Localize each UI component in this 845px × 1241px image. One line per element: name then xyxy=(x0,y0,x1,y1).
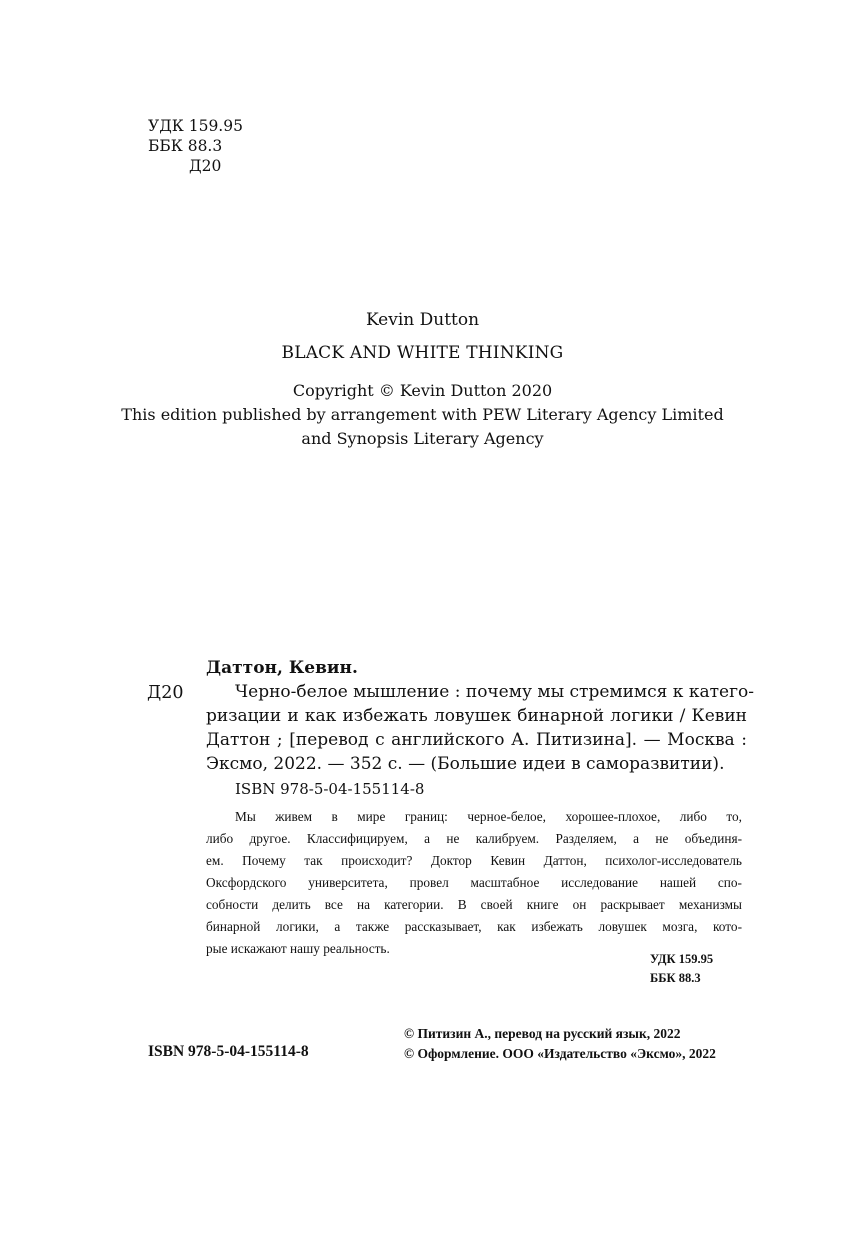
original-copyright xyxy=(0,379,845,451)
abstract-line: Оксфордского университета, провел масштабное исследование нашей спо- xyxy=(206,875,742,890)
udk-code: УДК 159.95 xyxy=(650,952,714,966)
copyright-line: and Synopsis Literary Agency xyxy=(301,429,544,448)
copyright-line: This edition published by arrangement with PEW Literary Agency Limited xyxy=(121,405,724,424)
classification-footer xyxy=(650,950,713,988)
russian-copyright xyxy=(404,1024,716,1064)
description-line: ризации и как избежать ловушек бинарной логики / Кевин xyxy=(206,706,747,726)
bibliographic-author: Даттон, Кевин. xyxy=(206,658,358,678)
description-line: Черно-белое мышление : почему мы стремимся к катего- xyxy=(235,682,754,702)
abstract-line: собности делить все на категории. В своей книге он раскрывает механизмы xyxy=(206,897,742,912)
copyright-design: © Оформление. ООО «Издательство «Эксмо», 2022 xyxy=(404,1046,716,1061)
bbk-code: ББК 88.3 xyxy=(148,137,223,155)
description-line: Даттон ; [перевод с английского А. Питизина]. — Москва : xyxy=(206,730,747,750)
bbk-code: ББК 88.3 xyxy=(650,971,701,985)
book-abstract xyxy=(206,806,742,960)
abstract-line: либо другое. Классифицируем, а не калибруем. Разделяем, а не объединя- xyxy=(206,831,742,846)
abstract-line: рые искажают нашу реальность. xyxy=(206,941,390,956)
copyright-translation: © Питизин А., перевод на русский язык, 2022 xyxy=(404,1026,681,1041)
classification-header xyxy=(148,116,243,176)
udk-code: УДК 159.95 xyxy=(148,117,243,135)
abstract-line: бинарной логики, а также рассказывает, как избежать ловушек мозга, кото- xyxy=(206,919,742,934)
bibliographic-code: Д20 xyxy=(147,683,184,703)
original-title: BLACK AND WHITE THINKING xyxy=(281,343,564,363)
bibliographic-description xyxy=(206,680,754,776)
author-mark: Д20 xyxy=(189,157,222,175)
abstract-line: Мы живем в мире границ: черное-белое, хорошее-плохое, либо то, xyxy=(235,809,742,824)
bibliographic-isbn: ISBN 978-5-04-155114-8 xyxy=(235,780,425,798)
copyright-line: Copyright © Kevin Dutton 2020 xyxy=(292,381,553,400)
abstract-line: ем. Почему так происходит? Доктор Кевин Даттон, психолог-исследователь xyxy=(206,853,742,868)
description-line: Эксмо, 2022. — 352 с. — (Большие идеи в саморазвитии). xyxy=(206,754,725,774)
isbn-footer: ISBN 978-5-04-155114-8 xyxy=(148,1043,309,1060)
original-author: Kevin Dutton xyxy=(365,310,480,330)
